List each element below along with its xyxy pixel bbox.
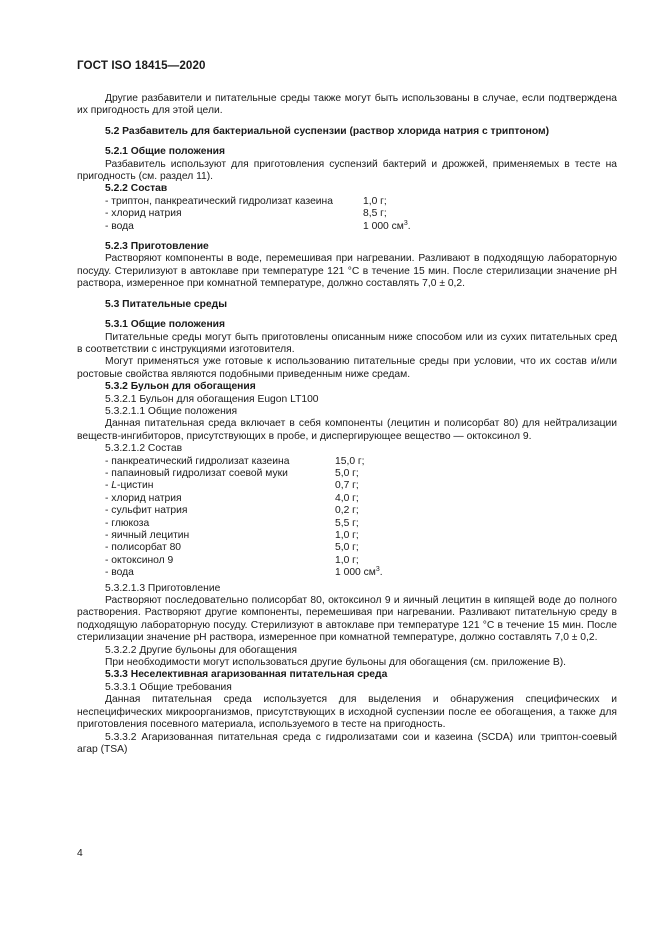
section-5-3-2-1-3-heading: 5.3.2.1.3 Приготовление [105, 582, 221, 594]
ingredient-amount: 5,5 г; [335, 517, 359, 529]
section-5-3-2-2-text: При необходимости могут использоваться другие бульоны для обогащения (см. приложение В). [105, 657, 566, 669]
ingredient-amount: 4,0 г; [335, 492, 359, 504]
ingredient-amount: 5,0 г; [335, 467, 359, 479]
composition-row [77, 196, 617, 208]
section-5-3-3-2-text: 5.3.3.2 Агаризованная питательная среда с гидролизатами сои и казеина (SCDA) или триптон-соевый агар (TSA) [77, 731, 617, 755]
composition-row [77, 480, 617, 492]
ingredient-amount: 15,0 г; [335, 455, 365, 467]
section-5-2-1-text: Разбавитель используют для приготовления суспензий бактерий и дрожжей, применяемых в тесте на пригодность (см. раздел 11). [77, 158, 617, 183]
composition-row [77, 555, 617, 567]
ingredient-amount: 0,2 г; [335, 505, 359, 517]
composition-row [77, 518, 617, 530]
composition-row [77, 468, 617, 480]
page-number: 4 [77, 848, 83, 859]
intro-paragraph: Другие разбавители и питательные среды также могут быть использованы в случае, если подтверждена их пригодность для этой цели. [77, 93, 617, 117]
ingredient-name: - вода [105, 220, 134, 232]
section-5-3-2-heading: 5.3.2 Бульон для обогащения [105, 381, 256, 393]
ingredient-name: - октоксинол 9 [105, 554, 174, 566]
ingredient-amount: 5,0 г; [335, 542, 359, 554]
composition-list-5-3-2-1-2 [77, 456, 617, 580]
ingredient-name: - папаиновый гидролизат соевой муки [105, 467, 288, 479]
section-5-2-2-heading: 5.2.2 Состав [105, 183, 168, 195]
section-5-3-2-1-1-text: Данная питательная среда включает в себя компоненты (лецитин и полисорбат 80) для нейтрализации веществ-ингибиторов, присутствующих в пробе, и диспергирующее вещество — октоксинол 9. [77, 418, 617, 442]
ingredient-amount: 1 000 $см^3$. [335, 566, 383, 579]
section-5-3-2-1-3-text: Растворяют последовательно полисорбат 80, октоксинол 9 и яичный лецитин в кипящей воде до полного растворения. Растворяют другие компоненты, перемешивая при нагревании. Разливают питательную среду в подходящую лабораторную посуду. Стерилизуют в автоклаве при температуре 121 °С в течение 15 мин. После стерилизации значение рН раствора, измеренное при комнатной температуре, должно составлять 7,0 ± 0,2. [77, 595, 617, 644]
ingredient-name: - глюкоза [105, 517, 150, 529]
ingredient-name: - полисорбат 80 [105, 542, 182, 554]
ingredient-name: - хлорид натрия [105, 492, 182, 504]
ingredient-amount: 0,7 г; [335, 480, 359, 492]
page-content [77, 93, 617, 756]
section-5-3-2-1-1-heading: 5.3.2.1.1 Общие положения [105, 405, 238, 417]
section-5-3-1-para-1: Питательные среды могут быть приготовлены описанным ниже способом или из сухих питательных сред в соответствии с инструкциями изготовителя. [77, 331, 617, 355]
section-5-3-1-para-2: Могут применяться уже готовые к использованию питательные среды при условии, что их состав и/или ростовые свойства являются подобными приведенным ниже средам. [77, 356, 617, 380]
section-5-3-2-1-heading: 5.3.2.1 Бульон для обогащения Eugon LT100 [105, 393, 319, 405]
ingredient-name: - панкреатический гидролизат казеина [105, 455, 290, 467]
ingredient-amount: 8,5 г; [363, 208, 387, 220]
composition-row [77, 530, 617, 542]
composition-row [77, 567, 617, 579]
ingredient-name: - сульфит натрия [105, 505, 188, 517]
composition-row [77, 221, 617, 233]
composition-row [77, 493, 617, 505]
composition-row [77, 208, 617, 220]
composition-row [77, 542, 617, 554]
ingredient-name: - вода [105, 567, 134, 579]
composition-list-5-2-2 [77, 196, 617, 233]
section-5-3-2-2-heading: 5.3.2.2 Другие бульоны для обогащения [105, 644, 297, 656]
section-5-3-3-1-text: Данная питательная среда используется для выделения и обнаружения специфических и неспецифических микроорганизмов, присутствующих в исходной суспензии после ее обогащения, а также для приготовления посевного материала, используемого в тесте на пригодность. [77, 694, 617, 731]
section-5-3-3-1-heading: 5.3.3.1 Общие требования [105, 681, 232, 693]
section-5-3-2-1-2-heading: 5.3.2.1.2 Состав [105, 443, 183, 455]
ingredient-amount: 1 000 $см^3$. [363, 219, 411, 232]
section-5-3-1-heading: 5.3.1 Общие положения [105, 319, 225, 331]
ingredient-amount: 1,0 г; [363, 195, 387, 207]
section-5-2-1-heading: 5.2.1 Общие положения [105, 146, 225, 158]
ingredient-amount: 1,0 г; [335, 554, 359, 566]
section-5-2-heading: 5.2 Разбавитель для бактериальной суспензии (раствор хлорида натрия с триптоном) [105, 125, 550, 137]
section-5-2-3-heading: 5.2.3 Приготовление [105, 241, 209, 253]
ingredient-name: - яичный лецитин [105, 530, 190, 541]
section-5-3-3-heading: 5.3.3 Неселективная агаризованная питательная среда [105, 669, 388, 681]
document-header: ГОСТ ISO 18415—2020 [77, 59, 206, 72]
ingredient-name: - L-цистин [105, 480, 154, 492]
ingredient-name: - триптон, панкреатический гидролизат казеина [105, 195, 333, 207]
section-5-3-heading: 5.3 Питательные среды [105, 298, 227, 310]
composition-row [77, 456, 617, 468]
ingredient-name: - хлорид натрия [105, 208, 182, 220]
composition-row [77, 505, 617, 517]
section-5-2-3-text: Растворяют компоненты в воде, перемешивая при нагревании. Разливают в подходящую лабораторную посуду. Стерилизуют в автоклаве при температуре 121 °С в течение 15 мин. После стерилизации значение рН раствора, измеренное при комнатной температуре, должно составлять 7,0 ± 0,2. [77, 253, 617, 290]
ingredient-amount: 1,0 г; [335, 530, 359, 541]
